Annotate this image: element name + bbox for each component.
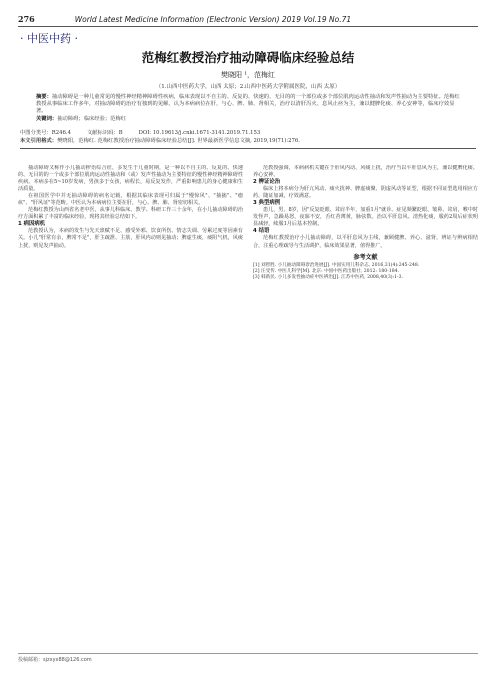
keywords-label: 关键词： <box>36 115 58 122</box>
reference-item: [2] 汪受传. 中医儿科学[M]. 北京: 中国中医药出版社, 2012: 180-184. <box>253 268 399 274</box>
clc-number: 中图分类号：R246.4 <box>20 130 71 136</box>
body-paragraph: 抽动障碍又称作小儿抽动秽语综合征，多发生于儿童时期，是一种以不自主的、反复的、快速的、无目的的一个或多个部位肌肉运动性抽动和（或）发声性抽动为主要特征的慢性神经精神障碍性疾病。本病多在5~10岁发病，男孩多于女孩，病程长，易反复发作，严重影响患儿的身心健康和生活质量。 <box>18 165 243 193</box>
authors: 樊晓阳 ¹，范梅红 <box>220 71 276 79</box>
reference-item: [3] 韩新民. 小儿多发性抽动症中医辨治[J]. 江苏中医药, 2008,40(3):1-3. <box>253 275 403 281</box>
citation-format <box>20 138 476 150</box>
section-heading: 3 典型病例 <box>253 200 281 207</box>
right-column <box>253 165 478 640</box>
doc-code: 文献标识码：B <box>86 130 123 136</box>
footer: 投稿邮箱：sjzxyx88@126.com <box>18 653 478 663</box>
journal-name: World Latest Medicine Information (Electronic Version) 2019 Vol.19 No.71 <box>74 15 352 24</box>
section-heading: 2 辨证论治 <box>253 179 281 186</box>
section-heading: 1 病因病机 <box>18 221 46 228</box>
abstract-label: 摘要： <box>36 94 52 100</box>
affiliation: （1.山西中医药大学，山西 太原；2.山西中医药大学附属医院，山西 太原） <box>155 84 341 90</box>
section-heading: 4 结语 <box>253 228 270 235</box>
running-head <box>18 10 478 27</box>
body-paragraph: 范教授认为，本病的发生与先天禀赋不足、感受外邪、饮食所伤、情志失调、劳累过度等因素有关。小儿"肝常有余，脾常不足"，肝主疏泄、主筋，肝风内动则见抽动；脾虚生痰，痰阻气机，风痰上扰，则见发声抽动。 <box>18 228 243 249</box>
body-columns <box>18 165 478 640</box>
keywords: 抽动障碍；临床经验；范梅红 <box>57 115 127 122</box>
body-paragraph: 临床上将本病分为肝亢风动、痰火扰神、脾虚痰聚、阴虚风动等证型，根据不同证型选用相应方药，随证加减，疗效满意。 <box>253 186 478 200</box>
paper-title: 范梅红教授治疗抽动障碍临床经验总结 <box>141 50 355 65</box>
body-paragraph: 在祖国医学中并无抽动障碍的病名记载，根据其临床表现可归属于"慢惊风"、"抽搐"、"瘛疭"、"肝风证"等范畴。中医认为本病病位主要在肝，与心、脾、肺、肾密切相关。 <box>18 193 243 207</box>
body-paragraph: 范教授强调，本病病机关键在于肝风内动、风痰上扰，治疗当以平肝息风为主，兼以健脾化痰、养心安神。 <box>253 165 478 179</box>
reference-item: [1] 刘智胜. 小儿抽动障碍诊治进展[J]. 中国实用儿科杂志, 2016,31(4):245-248. <box>253 262 420 268</box>
page-number: 276 <box>18 14 35 24</box>
column-tag: · 中医中药 · <box>20 32 78 45</box>
article-meta <box>20 130 476 149</box>
abstract <box>36 94 460 123</box>
abstract-text: 抽动障碍是一种儿童常见的慢性神经精神障碍性疾病，临床表现以不自主的、反复的、快速的、无目的的一个部位或多个部位肌肉运动性抽动和发声性抽动为主要特征。范梅红教授从事临床工作多年，对抽动障碍的治疗有独到的见解，认为本病病位在肝，与心、脾、肺、肾相关，治疗以清肝泻火、息风止痉为主，兼以健脾化痰、养心安神等，临床疗效显著。 <box>36 94 460 115</box>
body-paragraph: 患儿，男，8岁，因"反复眨眼、耸肩半年，加重1月"就诊。症见频繁眨眼、皱鼻、耸肩，喉中时发怪声，急躁易怒，夜寐不安，舌红苔薄黄，脉弦数。治以平肝息风、清热化痰，服药2周后症状明显减轻，续服1月后基本控制。 <box>253 207 478 228</box>
body-paragraph: 范梅红教授为山西省名老中医，从事儿科临床、教学、科研工作三十余年，在小儿抽动障碍的治疗方面积累了丰富的临床经验，现将其经验总结如下。 <box>18 207 243 221</box>
citation-text: 樊晓阳，范梅红. 范梅红教授治疗抽动障碍临床经验总结[J]. 世界最新医学信息文摘, 2019,19(71):276. <box>57 137 300 144</box>
doi: DOI: 10.19613/j.cnki.1671-3141.2019.71.153 <box>138 130 261 136</box>
left-column <box>18 165 243 640</box>
citation-label: 本文引用格式： <box>20 137 58 144</box>
references-heading: 参考文献 <box>353 253 378 261</box>
body-paragraph: 范梅红教授治疗小儿抽动障碍，以平肝息风为主线，兼顾健脾、养心、滋肾，辨证与辨病相结合，注重心理疏导与生活调护，临床效果显著，值得推广。 <box>253 235 478 249</box>
